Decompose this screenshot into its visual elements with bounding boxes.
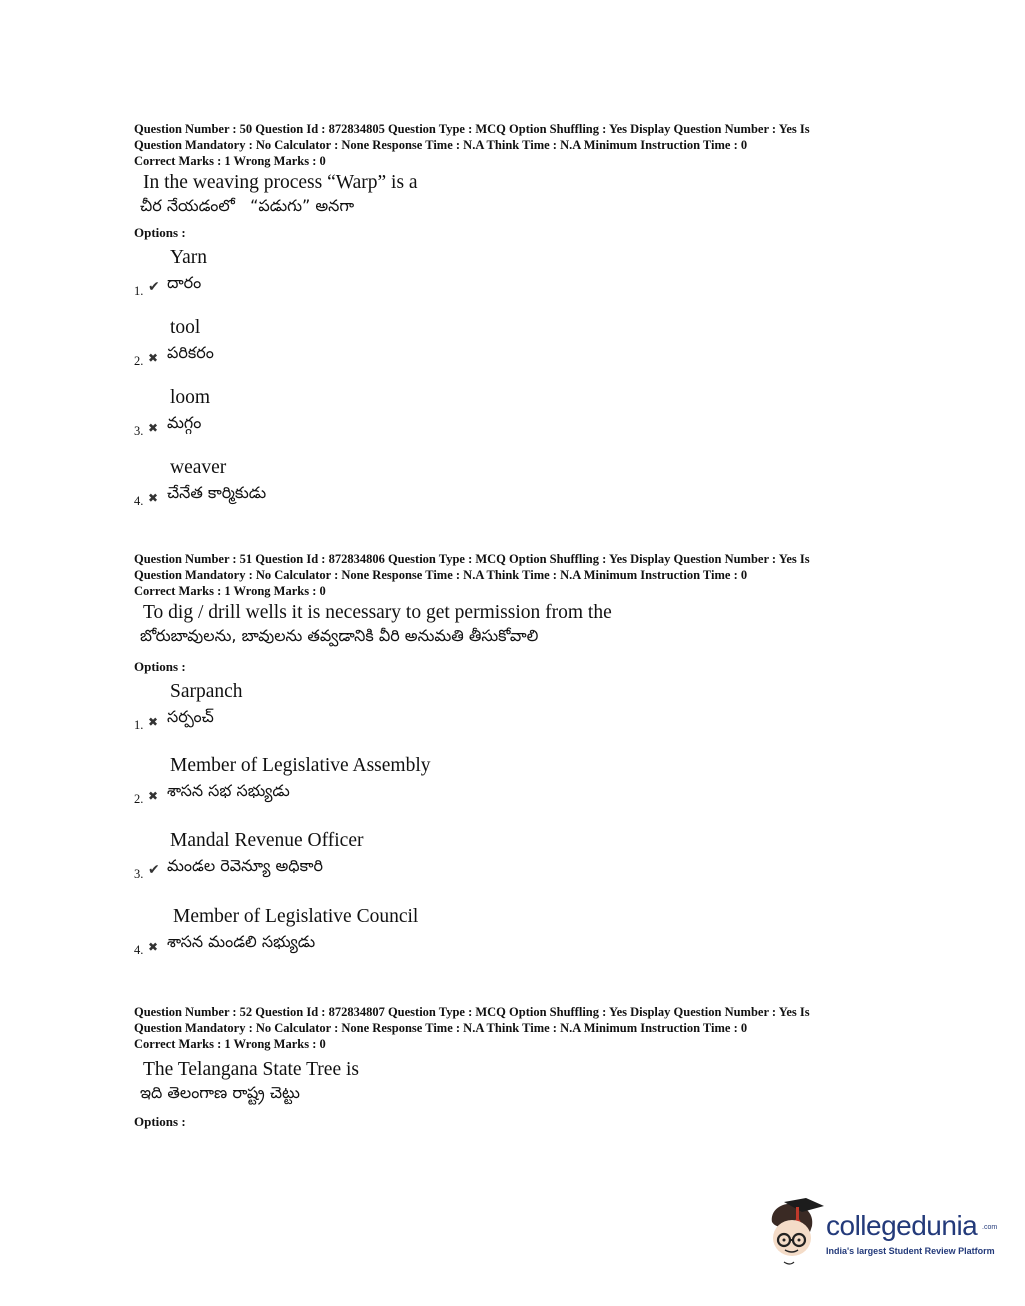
option-number: 2.: [134, 354, 144, 368]
question-text-telugu: బోరుబావులను, బావులను తవ్వడానికి వీరి అనుమతి తీసుకోవాలి: [140, 626, 539, 645]
question-text-english: The Telangana State Tree is: [143, 1059, 359, 1080]
question-50: [134, 121, 894, 521]
option-1: [134, 241, 894, 311]
options-label: Options :: [134, 225, 186, 240]
correct-check-icon: ✔: [148, 862, 160, 878]
meta-line: Question Mandatory : No Calculator : None Response Time : N.A Think Time : N.A Minimum Instruction Time : 0: [134, 1021, 748, 1035]
logo-tagline: India's largest Student Review Platform: [826, 1246, 995, 1256]
question-meta: [134, 1004, 894, 1052]
student-mascot-icon: [766, 1196, 826, 1266]
option-4: [134, 900, 894, 970]
option-text-telugu: శాసన మండలి సభ్యుడు: [167, 932, 316, 951]
collegedunia-logo: [766, 1196, 996, 1266]
option-text-english: Member of Legislative Council: [173, 906, 419, 927]
option-text-telugu: చేనేత కార్మికుడు: [167, 483, 267, 502]
option-text-english: loom: [170, 387, 211, 408]
wrong-cross-icon: ✖: [148, 789, 159, 803]
options-label: Options :: [134, 659, 186, 674]
option-number: 1.: [134, 718, 144, 732]
option-text-telugu: పరికరం: [167, 343, 214, 362]
option-3: [134, 824, 894, 900]
option-text-telugu: సర్పంచ్: [167, 707, 214, 726]
option-2: [134, 749, 894, 824]
question-text-english: In the weaving process “Warp” is a: [143, 172, 418, 193]
option-1: [134, 675, 894, 749]
logo-wordmark: collegedunia: [826, 1210, 978, 1241]
question-52: [134, 1004, 894, 1130]
option-text-telugu: శాసన సభ సభ్యుడు: [167, 781, 290, 800]
meta-marks: Correct Marks : 1 Wrong Marks : 0: [134, 1037, 326, 1051]
option-number: 2.: [134, 792, 144, 806]
meta-line: Question Mandatory : No Calculator : None Response Time : N.A Think Time : N.A Minimum Instruction Time : 0: [134, 568, 748, 582]
option-number: 3.: [134, 867, 144, 881]
meta-line: Question Mandatory : No Calculator : None Response Time : N.A Think Time : N.A Minimum Instruction Time : 0: [134, 138, 748, 152]
option-number: 4.: [134, 494, 144, 508]
meta-marks: Correct Marks : 1 Wrong Marks : 0: [134, 584, 326, 598]
option-3: [134, 381, 894, 451]
option-text-english: Yarn: [170, 247, 208, 268]
option-text-telugu: దారం: [167, 273, 202, 292]
question-text-english: To dig / drill wells it is necessary to get permission from the: [143, 602, 612, 623]
options-label: Options :: [134, 1114, 186, 1129]
question-meta: [134, 121, 894, 169]
wrong-cross-icon: ✖: [148, 351, 159, 365]
meta-line: Question Number : 51 Question Id : 872834806 Question Type : MCQ Option Shuffling : Yes Display Question Number : Yes Is: [134, 552, 810, 566]
wrong-cross-icon: ✖: [148, 715, 159, 729]
option-text-english: Mandal Revenue Officer: [170, 830, 364, 851]
wrong-cross-icon: ✖: [148, 421, 159, 435]
option-4: [134, 451, 894, 521]
option-text-english: Sarpanch: [170, 681, 243, 702]
meta-line: Question Number : 52 Question Id : 872834807 Question Type : MCQ Option Shuffling : Yes Display Question Number : Yes Is: [134, 1005, 810, 1019]
correct-check-icon: ✔: [148, 279, 160, 295]
meta-marks: Correct Marks : 1 Wrong Marks : 0: [134, 154, 326, 168]
option-number: 3.: [134, 424, 144, 438]
option-text-english: tool: [170, 317, 201, 338]
question-text-telugu: ఇది తెలంగాణ రాష్ట్ర చెట్టు: [140, 1083, 300, 1102]
option-number: 1.: [134, 284, 144, 298]
question-meta: [134, 551, 894, 599]
option-text-telugu: మగ్గం: [167, 413, 202, 432]
option-text-english: Member of Legislative Assembly: [170, 755, 431, 776]
option-2: [134, 311, 894, 381]
option-text-telugu: మండల రెవెన్యూ అధికారి: [167, 856, 323, 875]
meta-line: Question Number : 50 Question Id : 872834805 Question Type : MCQ Option Shuffling : Yes Display Question Number : Yes Is: [134, 122, 810, 136]
option-number: 4.: [134, 943, 144, 957]
option-text-english: weaver: [170, 457, 227, 478]
question-51: [134, 551, 894, 970]
question-text-telugu: చీర నేయడంలో “పడుగు” అనగా: [140, 196, 355, 215]
wrong-cross-icon: ✖: [148, 491, 159, 505]
logo-domain-suffix: .com: [982, 1224, 998, 1231]
wrong-cross-icon: ✖: [148, 940, 159, 954]
